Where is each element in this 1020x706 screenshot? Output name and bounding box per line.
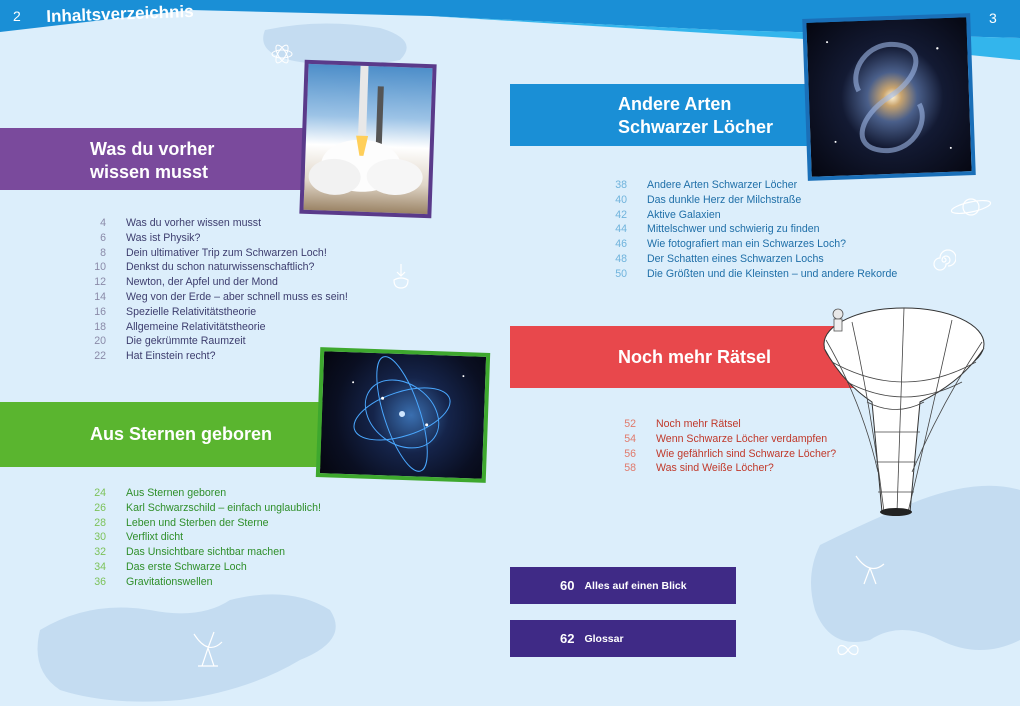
- section-heading-vorher: [0, 128, 305, 190]
- toc-page: 56: [624, 447, 636, 460]
- spiral-galaxy-photo: [802, 13, 976, 181]
- toc-title: Das dunkle Herz der Milchstraße: [647, 193, 802, 206]
- toc-page: 58: [624, 462, 636, 475]
- toc-entry[interactable]: [591, 178, 897, 193]
- toc-title: Hat Einstein recht?: [126, 350, 216, 363]
- rocket-icon: [303, 64, 432, 214]
- toc-page: 32: [94, 546, 106, 559]
- toc-list-andere-arten: [591, 178, 897, 282]
- toc-entry[interactable]: [591, 237, 897, 252]
- toc-page: 48: [615, 252, 627, 265]
- toc-page: 36: [94, 575, 106, 588]
- toc-title: Der Schatten eines Schwarzen Lochs: [647, 252, 824, 265]
- wormhole-illustration: [812, 292, 990, 518]
- toc-page: 34: [94, 560, 106, 573]
- toc-entry[interactable]: [591, 208, 897, 223]
- toc-title: Die Größten und die Kleinsten – und andere Rekorde: [647, 267, 898, 280]
- toc-title: Newton, der Apfel und der Mond: [126, 276, 278, 289]
- extra-page: 60: [560, 578, 575, 593]
- toc-title: Wie fotografiert man ein Schwarzes Loch?: [647, 238, 847, 251]
- star-cluster-photo: [316, 347, 490, 483]
- toc-entry[interactable]: [70, 560, 321, 575]
- rocket-launch-photo: [299, 60, 436, 219]
- toc-page: 10: [94, 261, 106, 274]
- toc-title: Was ist Physik?: [126, 231, 201, 244]
- toc-title: Was du vorher wissen musst: [126, 217, 262, 229]
- toc-title: Wenn Schwarze Löcher verdampfen: [656, 432, 828, 445]
- toc-page: 6: [100, 231, 106, 244]
- atom-icon: [270, 42, 294, 66]
- toc-entry[interactable]: [70, 501, 321, 516]
- section-heading-sterne: [0, 402, 325, 467]
- section-heading-line: Schwarzer Löcher: [618, 117, 774, 137]
- toc-page: 28: [94, 516, 106, 529]
- toc-entry[interactable]: [591, 222, 897, 237]
- toc-entry[interactable]: [70, 575, 321, 590]
- toc-page: 26: [94, 501, 106, 514]
- toc-entry[interactable]: [70, 290, 348, 305]
- galaxy-arms-icon: [806, 17, 971, 176]
- toc-page: 38: [615, 179, 627, 191]
- toc-entry[interactable]: [591, 252, 897, 267]
- toc-title: Allgemeine Relativitätstheorie: [126, 320, 266, 333]
- toc-title: Spezielle Relativitätstheorie: [126, 305, 257, 318]
- page-number-right: 3: [989, 10, 997, 26]
- section-heading-line: Noch mehr Rätsel: [618, 347, 772, 367]
- toc-title: Das Unsichtbare sichtbar machen: [126, 546, 285, 559]
- toc-page: 20: [94, 335, 106, 348]
- toc-entry[interactable]: [70, 530, 321, 545]
- toc-title: Denkst du schon naturwissenschaftlich?: [126, 261, 315, 274]
- orbit-lines-icon: [320, 351, 486, 479]
- toc-entry[interactable]: [70, 486, 321, 501]
- toc-entry[interactable]: [600, 461, 836, 476]
- toc-title: Was sind Weiße Löcher?: [656, 462, 774, 475]
- toc-entry[interactable]: [70, 349, 348, 364]
- toc-entry[interactable]: [70, 334, 348, 349]
- toc-entry[interactable]: [591, 193, 897, 208]
- toc-title: Aktive Galaxien: [647, 208, 721, 221]
- toc-page: 16: [94, 305, 106, 318]
- toc-entry[interactable]: [70, 516, 321, 531]
- toc-title: Leben und Sterben der Sterne: [126, 516, 269, 529]
- section-heading-line: Andere Arten: [618, 94, 732, 114]
- toc-page: 42: [615, 208, 627, 221]
- toc-page: 24: [94, 487, 106, 499]
- toc-entry[interactable]: [70, 545, 321, 560]
- toc-title: Karl Schwarzschild – einfach unglaublich!: [126, 501, 321, 514]
- toc-page: 8: [100, 246, 106, 259]
- page-number-left: 2: [13, 8, 21, 24]
- toc-page: 22: [94, 350, 106, 363]
- satellite-dish-icon-right: [850, 546, 890, 586]
- toc-entry[interactable]: [70, 216, 348, 231]
- toc-entry[interactable]: [70, 305, 348, 320]
- toc-page: 4: [100, 217, 106, 229]
- toc-page: 46: [615, 238, 627, 251]
- toc-title: Weg von der Erde – aber schnell muss es sein!: [126, 290, 348, 303]
- toc-title: Verflixt dicht: [126, 531, 184, 544]
- toc-title: Gravitationswellen: [126, 575, 213, 588]
- toc-title: Das erste Schwarze Loch: [126, 560, 247, 573]
- toc-page: 18: [94, 320, 106, 333]
- toc-list-raetsel: [600, 417, 836, 476]
- section-heading-line: Aus Sternen geboren: [90, 424, 273, 444]
- toc-page: 30: [94, 531, 106, 544]
- toc-entry[interactable]: [591, 267, 897, 282]
- section-heading-line: Was du vorher: [90, 139, 215, 159]
- toc-entry[interactable]: [600, 432, 836, 447]
- page-title: Inhaltsverzeichnis: [46, 1, 194, 26]
- extra-page: 62: [560, 631, 575, 646]
- toc-page: 12: [94, 276, 106, 289]
- toc-entry[interactable]: [600, 417, 836, 432]
- extra-title: Alles auf einen Blick: [584, 579, 687, 592]
- toc-entry[interactable]: [70, 275, 348, 290]
- toc-page: 44: [615, 223, 627, 236]
- toc-title: Aus Sternen geboren: [126, 487, 227, 499]
- extra-title: Glossar: [584, 632, 624, 645]
- toc-entry[interactable]: [70, 246, 348, 261]
- toc-title: Noch mehr Rätsel: [656, 418, 741, 430]
- toc-title: Die gekrümmte Raumzeit: [126, 335, 246, 348]
- toc-title: Andere Arten Schwarzer Löcher: [647, 179, 798, 191]
- satellite-dish-icon: [188, 626, 228, 670]
- toc-entry[interactable]: [600, 447, 836, 462]
- toc-title: Dein ultimativer Trip zum Schwarzen Loch!: [126, 246, 327, 259]
- toc-entry[interactable]: [70, 320, 348, 335]
- planet-ring-icon: [948, 192, 994, 222]
- toc-title: Wie gefährlich sind Schwarze Löcher?: [656, 447, 837, 460]
- toc-title: Mittelschwer und schwierig zu finden: [647, 223, 820, 236]
- section-heading-line: wissen musst: [90, 162, 209, 182]
- toc-page: 50: [615, 267, 627, 280]
- toc-entry[interactable]: [70, 231, 348, 246]
- infinity-icon: [836, 644, 860, 656]
- section-heading-raetsel: [510, 326, 855, 388]
- toc-page: 52: [624, 418, 636, 430]
- toc-entry[interactable]: [70, 260, 348, 275]
- spiral-icon: [932, 248, 956, 272]
- toc-page: 54: [624, 432, 636, 445]
- section-heading-andere-arten: [510, 84, 810, 146]
- toc-page: 40: [615, 193, 627, 206]
- apple-arrow-icon: [390, 262, 412, 290]
- toc-list-vorher: [70, 216, 348, 364]
- extra-glossar[interactable]: [510, 620, 736, 657]
- toc-list-sterne: [70, 486, 321, 590]
- toc-page: 14: [94, 290, 106, 303]
- extra-alles-auf-einen-blick[interactable]: [510, 567, 736, 604]
